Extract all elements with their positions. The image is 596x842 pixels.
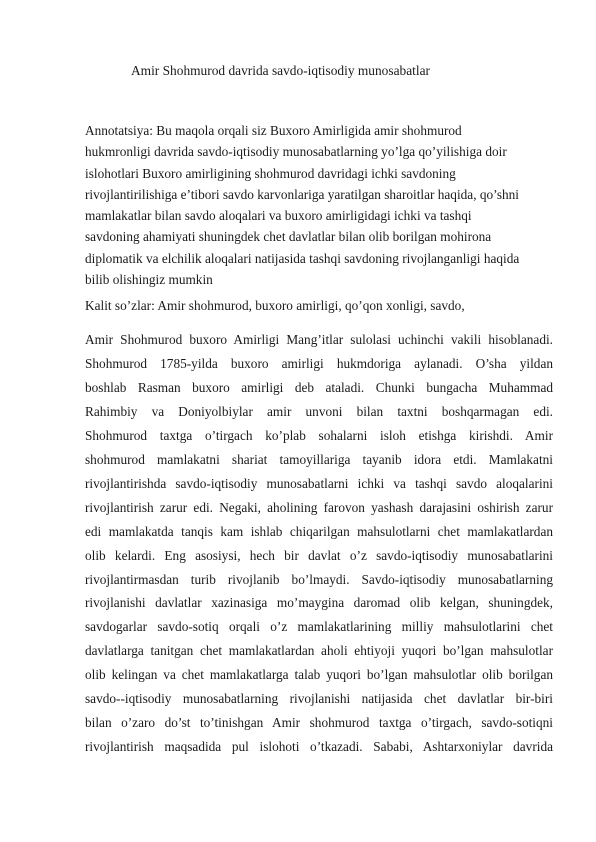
body-line: edi mamlakatda tanqis kam ishlab chiqarilgan mahsulotlarni chet mamlakatlardan [85, 523, 553, 539]
abstract-paragraph [85, 120, 535, 290]
body-line: shohmurod mamlakatni shariat tamoyillariga tayanib idora etdi. Mamlakatni [85, 451, 553, 467]
body-line: rivojlantirish zarur edi. Negaki, aholining farovon yashash darajasini oshirish zarur [85, 499, 553, 515]
abstract-line: Annotatsiya: Bu maqola orqali siz Buxoro Amirligida amir shohmurod [85, 123, 462, 138]
body-line: savdogarlar savdo-sotiq orqali o’z mamlakatlarining milliy mahsulotlarini chet [85, 619, 553, 635]
body-line: rivojlantirish maqsadida pul islohoti o’tkazadi. Sababi, Ashtarxoniylar davrida [85, 739, 553, 755]
abstract-line: hukmronligi davrida savdo-iqtisodiy munosabatlarning yo’lga qo’yilishiga doir [85, 144, 507, 160]
abstract-line: mamlakatlar bilan savdo aloqalari va buxoro amirligidagi ichki va tashqi [85, 208, 472, 224]
body-line: boshlab Rasman buxoro amirligi deb ataladi. Chunki bungacha Muhammad [85, 379, 553, 395]
abstract-line: islohotlari Buxoro amirligining shohmurod davridagi ichki savdoning [85, 165, 456, 181]
body-line: Shohmurod taxtga o’tirgach ko’plab sohalarni isloh etishga kirishdi. Amir [85, 427, 553, 443]
body-line: rivojlantirishda savdo-iqtisodiy munosabatlarni ichki va tashqi savdo aloqalarini [85, 475, 553, 491]
body-line: Shohmurod 1785-yilda buxoro amirligi hukmdoriga aylanadi. O’sha yildan [85, 355, 553, 371]
body-line: davlatlarga tanitgan chet mamlakatlardan aholi ehtiyoji yuqori bo’lgan mahsulotlar [85, 643, 553, 659]
abstract-line: diplomatik va elchilik aloqalari natijasida tashqi savdoning rivojlanganligi haqida [85, 250, 520, 266]
keywords-line: Kalit so’zlar: Amir shohmurod, buxoro amirligi, qo’qon xonligi, savdo, [85, 298, 465, 313]
body-line: olib kelardi. Eng asosiysi, hech bir davlat o’z savdo-iqtisodiy munosabatlarini [85, 547, 553, 563]
body-line: bilan o’zaro do’st to’tinishgan Amir shohmurod taxtga o’tirgach, savdo-sotiqni [85, 715, 553, 731]
abstract-line: bilib olishingiz mumkin [85, 272, 213, 288]
body-line: Rahimbiy va Doniyolbiylar amir unvoni bilan taxtni boshqarmagan edi. [85, 403, 553, 419]
body-paragraph [85, 328, 553, 759]
abstract-line: savdoning ahamiyati shuningdek chet davlatlar bilan olib borilgan mohirona [85, 229, 492, 245]
body-line: olib kelingan va chet mamlakatlarga talab yuqori bo’lgan mahsulotlar olib borilgan [85, 667, 553, 683]
body-line: Amir Shohmurod buxoro Amirligi Mang’itlar sulolasi uchinchi vakili hisoblanadi. [85, 332, 553, 347]
document-title: Amir Shohmurod davrida savdo-iqtisodiy munosabatlar [131, 63, 431, 78]
abstract-line: rivojlantirilishiga e’tibori savdo karvonlariga yaratilgan sharoitlar haqida, qo’shni [85, 186, 520, 202]
body-line: rivojlanishi davlatlar xazinasiga mo’maygina daromad olib kelgan, shuningdek, [85, 595, 553, 611]
body-line: savdo--iqtisodiy munosabatlarning rivojlanishi natijasida chet davlatlar bir-biri [85, 691, 553, 707]
body-line: rivojlantirmasdan turib rivojlanib bo’lmaydi. Savdo-iqtisodiy munosabatlarning [85, 571, 553, 587]
